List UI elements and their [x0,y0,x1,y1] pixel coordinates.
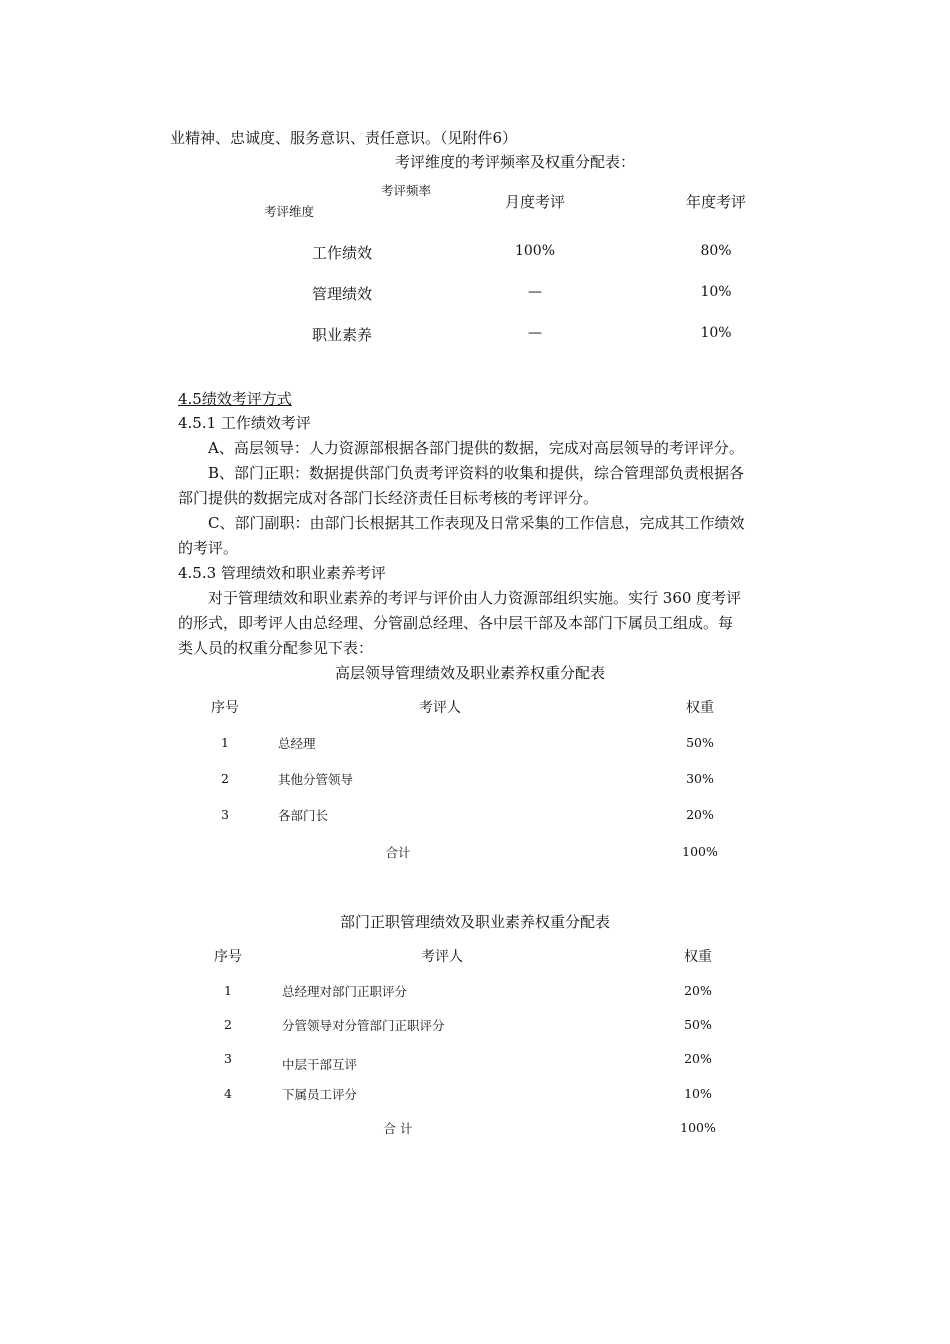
table2-row-weight: 20% [686,807,714,822]
table2-title: 高层领导管理绩效及职业素养权重分配表 [334,664,605,682]
table1-title: 考评维度的考评频率及权重分配表： [394,153,635,171]
section-heading-4-5-1: 4.5.1 工作绩效考评 [178,414,311,432]
table3-row-evaluator: 总经理对部门正职评分 [282,984,408,999]
table1-row-month: — [528,284,542,300]
table2-row-no: 3 [221,807,229,822]
table3-header-evaluator: 考评人 [421,949,463,965]
table3-header-no: 序号 [214,949,242,965]
paragraph-b-line1: B、部门正职：数据提供部门负责考评资料的收集和提供，综合管理部负责根据各 [208,464,745,482]
table2-row-no: 2 [221,771,229,786]
table1-col-month: 月度考评 [504,193,565,211]
table2-row-evaluator: 各部门长 [278,808,329,823]
table3-row-no: 2 [224,1017,232,1032]
table2-row-evaluator: 总经理 [278,736,316,751]
table1-row-month: — [528,325,542,341]
table3-row-no: 1 [224,983,232,998]
table1-col-year: 年度考评 [685,193,746,211]
table1-row-name: 职业素养 [312,326,373,344]
table2-header-weight: 权重 [686,700,714,716]
table2-row-evaluator: 其他分管领导 [278,772,354,787]
table2-total-value: 100% [682,844,718,859]
paragraph-d-line3: 类人员的权重分配参见下表： [178,639,374,657]
table3-row-weight: 20% [684,1051,712,1066]
table2-row-weight: 30% [686,771,714,786]
table3-header-weight: 权重 [684,949,712,965]
table3-title: 部门正职管理绩效及职业素养权重分配表 [339,913,610,931]
paragraph-c-line2: 的考评。 [178,539,239,557]
table3-row-weight: 50% [684,1017,712,1032]
table1-row-year: 80% [700,243,732,259]
paragraph-a: A、高层领导：人力资源部根据各部门提供的数据，完成对高层领导的考评评分。 [208,439,744,457]
intro-line: 业精神、忠诚度、服务意识、责任意识。（见附件6） [170,129,518,147]
table1-row-name: 管理绩效 [312,285,373,303]
table3-row-weight: 20% [684,983,712,998]
table1-corner-bottom: 考评维度 [264,204,315,219]
table1-row-year: 10% [700,284,732,300]
section-heading-4-5-3: 4.5.3 管理绩效和职业素养考评 [178,564,386,582]
table1-row-year: 10% [700,325,732,341]
table2-row-weight: 50% [686,735,714,750]
table2-total-label: 合计 [385,845,411,860]
table3-row-no: 3 [224,1051,232,1066]
table1-row-month: 100% [514,243,556,259]
table3-row-weight: 10% [684,1086,712,1101]
table3-total-value: 100% [680,1120,716,1135]
table3-row-evaluator: 分管领导对分管部门正职评分 [282,1018,445,1033]
table3-row-no: 4 [224,1086,232,1101]
table3-row-evaluator: 中层干部互评 [282,1057,358,1072]
table1-row-name: 工作绩效 [312,244,373,262]
table3-row-evaluator: 下属员工评分 [282,1087,358,1102]
paragraph-c-line1: C、部门副职：由部门长根据其工作表现及日常采集的工作信息，完成其工作绩效 [208,514,745,532]
table2-row-no: 1 [221,735,229,750]
paragraph-d-line2: 的形式，即考评人由总经理、分管副总经理、各中层干部及本部门下属员工组成。每 [178,614,734,632]
table2-header-no: 序号 [211,700,239,716]
paragraph-d-line1: 对于管理绩效和职业素养的考评与评价由人力资源部组织实施。实行 360 度考评 [208,589,742,607]
table1-corner-top: 考评频率 [381,183,432,198]
table3-total-label: 合 计 [383,1121,413,1136]
table2-header-evaluator: 考评人 [419,700,461,716]
section-heading-4-5: 4.5绩效考评方式 [178,390,292,408]
paragraph-b-line2: 部门提供的数据完成对各部门长经济责任目标考核的考评评分。 [178,489,599,507]
